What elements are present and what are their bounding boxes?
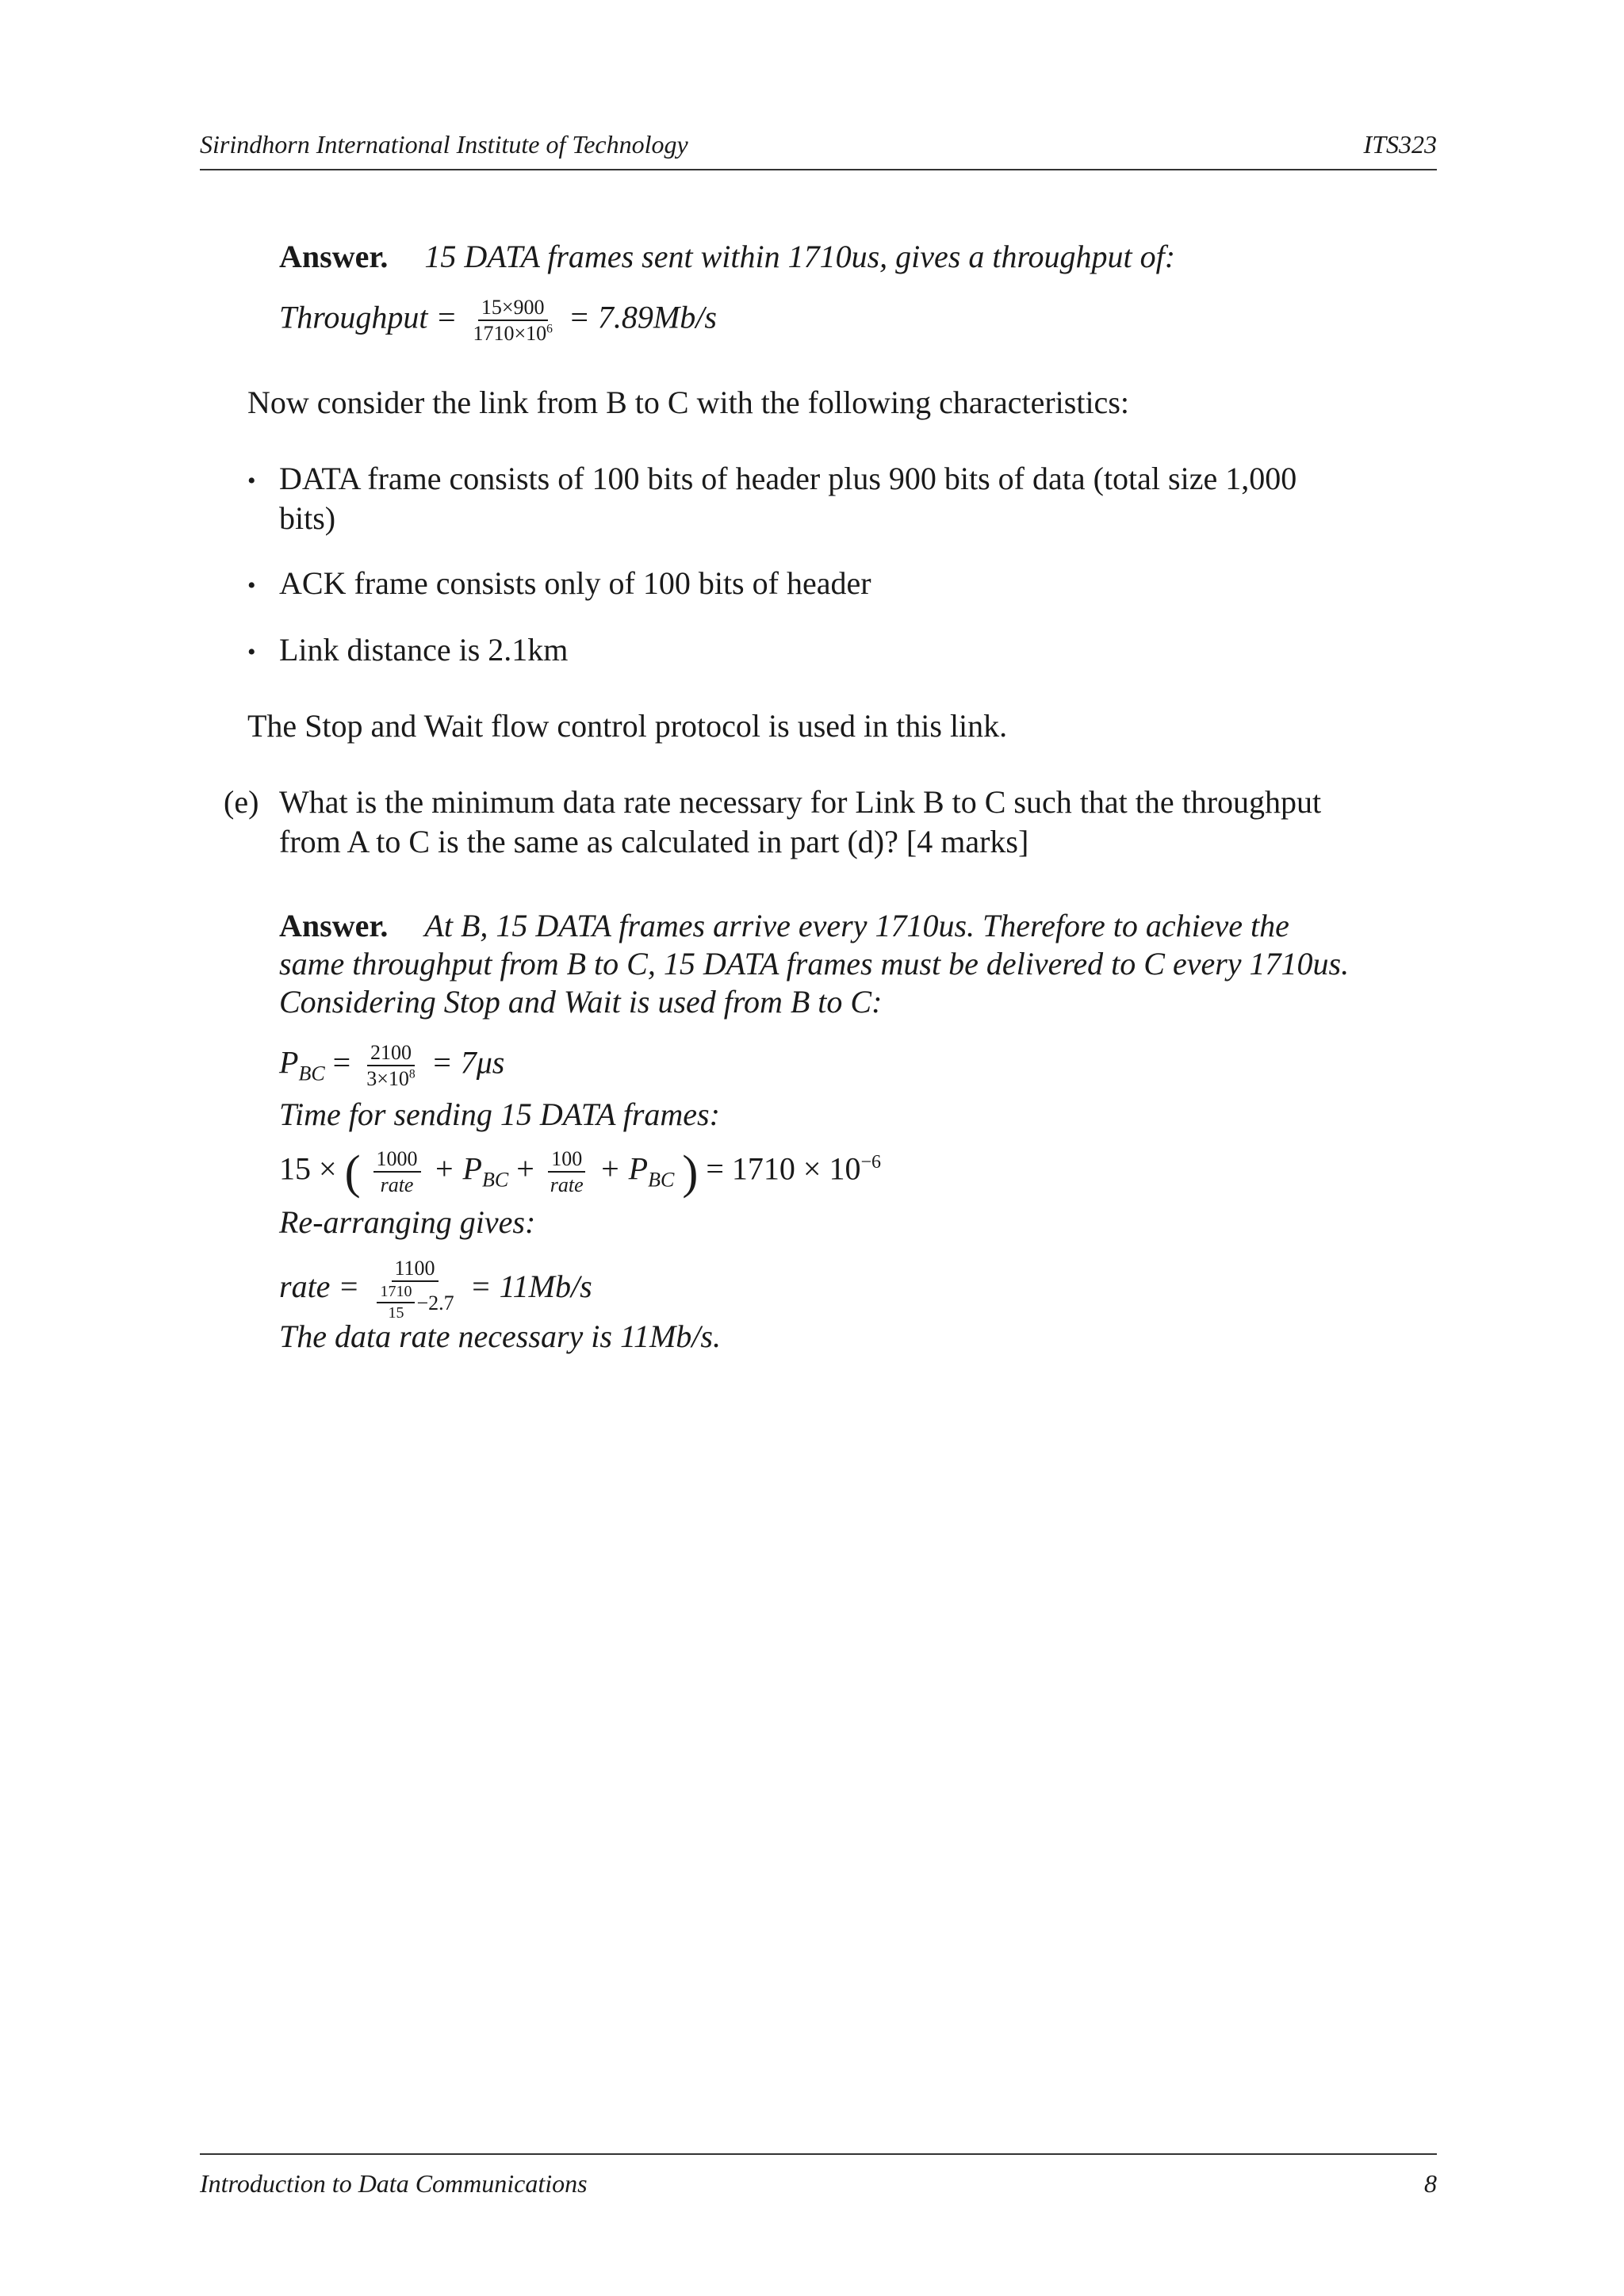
time-fraction-1: $\frac{1000}{\text{rate}}$ [373,1148,421,1196]
time-text: Time for sending 15 DATA frames: [279,1096,720,1132]
page-header [200,130,1437,170]
time-fraction-2: $\frac{100}{\text{rate}}$ [547,1148,587,1196]
bullet-data-frame-line2: bits) [279,500,336,536]
answer2-label: Answer. [279,908,389,943]
throughput-lhs: Throughput = [279,299,458,335]
throughput-fraction [469,297,555,345]
bullet-marker: • [247,468,256,494]
answer1-text: 15 DATA frames sent within 1710us, gives a throughput of: [424,239,1176,274]
bullet-marker: • [247,572,256,599]
left-paren: ( [344,1146,361,1199]
conclusion-text: The data rate necessary is 11Mb/s. [279,1318,721,1354]
throughput-denominator: $1710\times 10^6$ [473,322,553,346]
answer2-line2: same throughput from B to C, 15 DATA frames must be delivered to C every 1710us. [279,946,1350,982]
rate-formula: rate = 1100 $\frac{1710}{15}$ −2.7 = 11Mb/s [279,1257,592,1322]
question-e-line1: What is the minimum data rate necessary for Link B to C such that the throughput [279,784,1322,820]
answer1-line [279,241,1175,273]
throughput-rhs: = 7.89Mb/s [568,299,717,335]
page-number: 8 [1424,2169,1437,2198]
throughput-formula [279,297,717,345]
pbc-formula: $P_{BC}$ = $\frac{2100}{3\times 10^8}$ = 7μs [279,1041,505,1091]
footer-course-title: Introduction to Data Communications [200,2169,588,2198]
rate-fraction: 1100 $\frac{1710}{15}$ −2.7 [372,1257,457,1322]
question-e-line2: from A to C is the same as calculated in part (d)? [4 marks] [279,824,1029,859]
protocol-text: The Stop and Wait flow control protocol is used in this link. [247,708,1008,744]
time-formula: 15 × ( $\frac{1000}{\text{rate}}$ + $P_{BC}$ + $\frac{100}{\text{rate}}$ + $P_{BC}$ ) = $1710 \times 10^{-6}$ [279,1146,881,1199]
header-course-code: ITS323 [1363,130,1437,159]
page-footer [200,2153,1437,2198]
right-paren: ) [682,1146,699,1199]
bullet-ack-frame: ACK frame consists only of 100 bits of header [279,565,871,601]
bullet-data-frame-line1: DATA frame consists of 100 bits of header plus 900 bits of data (total size 1,000 [279,461,1297,496]
pbc-rhs: = 7μs [431,1044,505,1081]
bullet-link-distance: Link distance is 2.1km [279,632,569,668]
question-e-label: (e) [224,784,259,820]
rearrange-text: Re-arranging gives: [279,1204,536,1240]
throughput-numerator: 15×900 [478,297,548,321]
rate-rhs: = 11Mb/s [469,1268,592,1304]
bullet-marker: • [247,639,256,665]
pbc-fraction: $\frac{2100}{3\times 10^8}$ [366,1041,416,1091]
header-institution: Sirindhorn International Institute of Technology [200,130,688,159]
answer2-line3: Considering Stop and Wait is used from B to C: [279,984,883,1020]
answer2-line1: Answer. At B, 15 DATA frames arrive every 1710us. Therefore to achieve the [279,908,1289,943]
answer1-label: Answer. [279,239,389,274]
intro-text: Now consider the link from B to C with the following characteristics: [247,385,1129,420]
